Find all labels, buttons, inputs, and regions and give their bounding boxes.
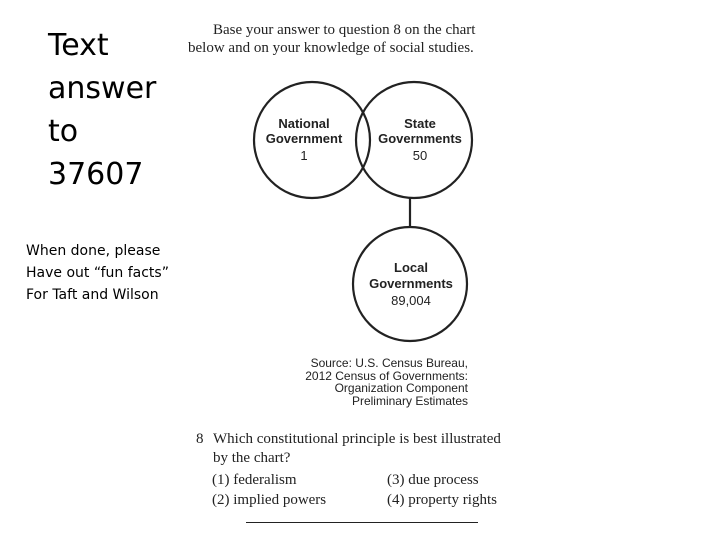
answer-choices [212, 471, 542, 510]
choice-2[interactable]: (2) implied powers [212, 492, 327, 508]
source-line: Preliminary Estimates [351, 393, 468, 408]
answer-line [246, 522, 478, 523]
national-count: 1 [300, 148, 308, 163]
local-name-line: Governments [369, 276, 453, 291]
source-line: Organization Component [334, 381, 468, 395]
slide-note-line: Have out “fun facts” [26, 265, 169, 281]
national-name-line: Government [265, 131, 343, 146]
state-name-line: Governments [378, 131, 462, 146]
source-line: Source: U.S. Census Bureau, [310, 356, 468, 370]
chart-source [270, 357, 468, 407]
slide-title-line: 37607 [48, 157, 144, 192]
choice-3[interactable]: (3) due process [387, 472, 479, 488]
slide-title-line: answer [48, 71, 157, 106]
choice-1[interactable]: (1) federalism [212, 472, 297, 488]
slide-note-line: For Taft and Wilson [26, 287, 159, 303]
choice-4[interactable]: (4) property rights [387, 492, 497, 508]
local-name-line: Local [394, 260, 428, 275]
national-name-line: National [278, 116, 330, 131]
state-count: 50 [412, 148, 428, 163]
state-name-line: State [404, 116, 436, 131]
slide-note-line: When done, please [26, 243, 161, 259]
question-8 [196, 430, 556, 468]
source-line: 2012 Census of Governments: [305, 368, 468, 383]
question-text-line: by the chart? [213, 450, 291, 466]
local-count: 89,004 [391, 293, 431, 308]
question-text-line: Which constitutional principle is best illustrated [213, 431, 501, 447]
question-number: 8 [196, 431, 204, 447]
slide-title-line: Text [48, 28, 109, 63]
slide-title-line: to [48, 114, 79, 149]
instructions-line: below and on your knowledge of social studies. [188, 40, 474, 56]
instructions-line: Base your answer to question 8 on the chart [213, 22, 476, 38]
